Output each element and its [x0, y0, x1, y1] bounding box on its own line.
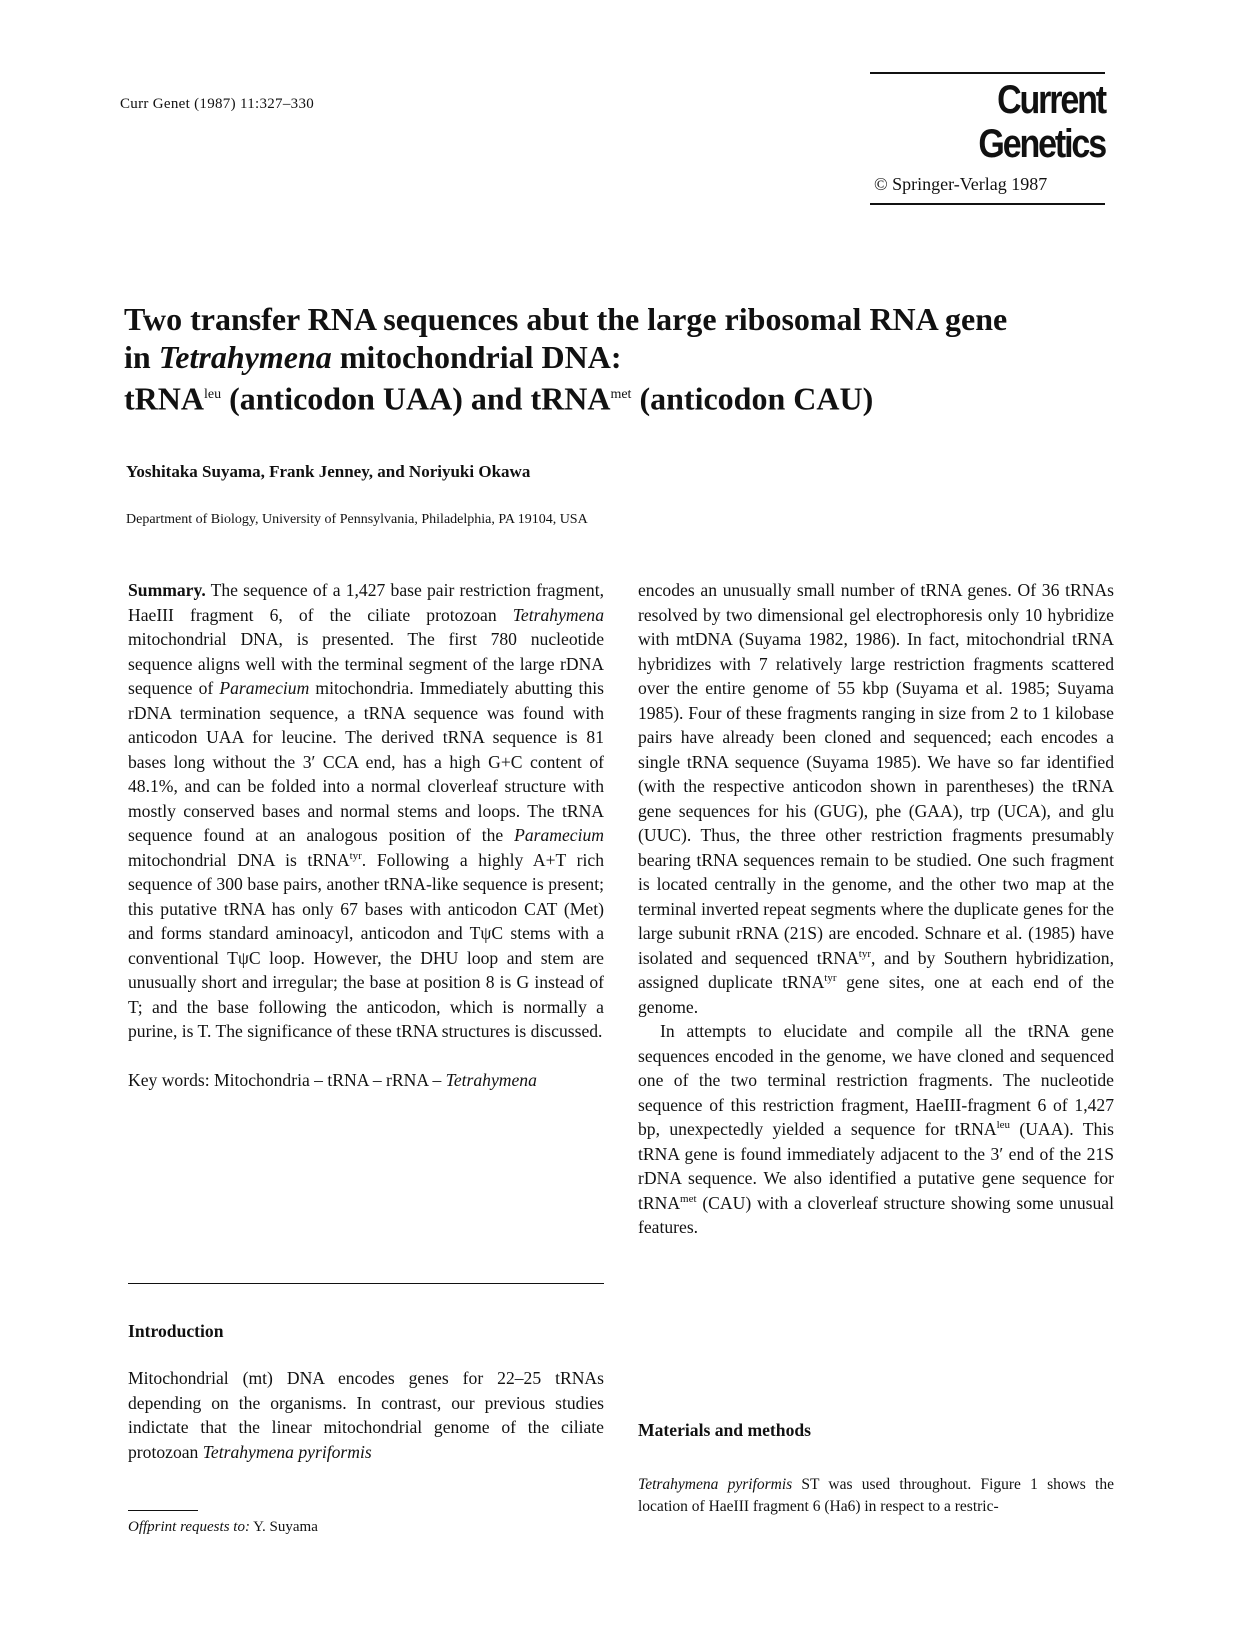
summary-paragraph: Summary. The sequence of a 1,427 base pair restriction fragment, HaeIII fragment 6, of the ciliate protozoan Tetrahymena mitochondrial DNA, is presented. The first 780 nucleotide sequence aligns well with the terminal segment of the large rDNA sequence of Paramecium mitochondria. Immediately abutting this rDNA termination sequence, a tRNA sequence was found with anticodon UAA for leucine. The derived tRNA sequence is 81 bases long without the 3′ CCA end, has a high G+C content of 48.1%, and can be folded into a normal cloverleaf structure with mostly conserved bases and normal stems and loops. The tRNA sequence found at an analogous position of the Paramecium mitochondrial DNA is tRNA$^{tyr}$. Following a highly A+T rich sequence of 300 base pairs, another tRNA-like sequence is present; this putative tRNA has only 67 bases with anticodon CAT (Met) and forms standard aminoacyl, anticodon and TψC stems with a conventional TψC loop. However, the DHU loop and stem are unusually short and irregular; the base at position 8 is G instead of T; and the base following the anticodon, which is normally a purine, is T. The significance of these tRNA structures is discussed.: [128, 580, 604, 1041]
introduction-heading: Introduction: [128, 1321, 224, 1341]
masthead-bottom-rule: [870, 203, 1105, 205]
authors: Yoshitaka Suyama, Frank Jenney, and Noriyuki Okawa: [126, 462, 531, 481]
title-line-3: tRNA$^{leu}$ (anticodon UAA) and tRNA$^{met}$ (anticodon CAU): [124, 380, 874, 417]
title-line-2: in Tetrahymena mitochondrial DNA:: [124, 339, 622, 375]
right-paragraph-2: In attempts to elucidate and compile all the tRNA gene sequences encoded in the genome, we have cloned and sequenced one of the two terminal restriction fragments. The nucleotide sequence of this restriction fragment, HaeIII-fragment 6 of 1,427 bp, unexpectedly yielded a sequence for tRNA$^{leu}$ (UAA). This tRNA gene is found immediately adjacent to the 3′ end of the 21S rDNA sequence. We also identified a putative gene sequence for tRNA$^{met}$ (CAU) with a cloverleaf structure showing some unusual features.: [638, 1021, 1114, 1237]
title-italic-genus: Tetrahymena: [158, 339, 332, 375]
journal-masthead: [870, 72, 1105, 205]
summary-label: Summary.: [128, 580, 206, 600]
affiliation: Department of Biology, University of Pennsylvania, Philadelphia, PA 19104, USA: [126, 512, 588, 527]
copyright-notice: © Springer-Verlag 1987: [874, 174, 1048, 194]
materials-methods-heading: Materials and methods: [638, 1420, 811, 1440]
footnote-rule: [128, 1510, 198, 1511]
journal-citation: Curr Genet (1987) 11:327–330: [120, 96, 315, 112]
introduction-paragraph: Mitochondrial (mt) DNA encodes genes for 22–25 tRNAs depending on the organisms. In contrast, our previous studies indictate that the linear mitochondrial genome of the ciliate protozoan Tetrahymena pyriformis: [128, 1368, 604, 1462]
right-column: [638, 578, 1114, 1240]
title-line-1: Two transfer RNA sequences abut the large ribosomal RNA gene: [124, 301, 1008, 337]
masthead-top-rule: [870, 72, 1105, 74]
keywords-label: Key words:: [128, 1069, 210, 1090]
section-divider: [128, 1283, 604, 1284]
keywords: Key words: Mitochondria – tRNA – rRNA – Tetrahymena: [128, 1069, 537, 1090]
offprint-footnote: Offprint requests to: Y. Suyama: [128, 1519, 318, 1535]
right-paragraph-1: encodes an unusually small number of tRNA genes. Of 36 tRNAs resolved by two dimensional gel electrophoresis only 10 hybridize with mtDNA (Suyama 1982, 1986). In fact, mitochondrial tRNA hybridizes with 7 relatively large restriction fragments scattered over the entire genome of 55 kbp (Suyama et al. 1985; Suyama 1985). Four of these fragments ranging in size from 2 to 1 kilobase pairs have already been cloned and sequenced; each encodes a single tRNA sequence (Suyama 1985). We have so far identified (with the respective anticodon shown in parentheses) the tRNA gene sequences for his (GUG), phe (GAA), trp (UCA), and glu (UUC). Thus, the three other restriction fragments presumably bearing tRNA sequences remain to be studied. One such fragment is located centrally in the genome, and the other two map at the terminal inverted repeat segments where the duplicate genes for the large subunit rRNA (21S) are encoded. Schnare et al. (1985) have isolated and sequenced tRNA$^{tyr}$, and by Southern hybridization, assigned duplicate tRNA$^{tyr}$ gene sites, one at each end of the genome.: [638, 580, 1115, 1017]
left-column: [128, 578, 604, 1092]
article-title: [124, 300, 1104, 418]
materials-methods-paragraph: Tetrahymena pyriformis ST was used throughout. Figure 1 shows the location of HaeIII fragment 6 (Ha6) in respect to a restric-: [638, 1476, 1114, 1515]
journal-title: Current Genetics: [978, 78, 1105, 166]
